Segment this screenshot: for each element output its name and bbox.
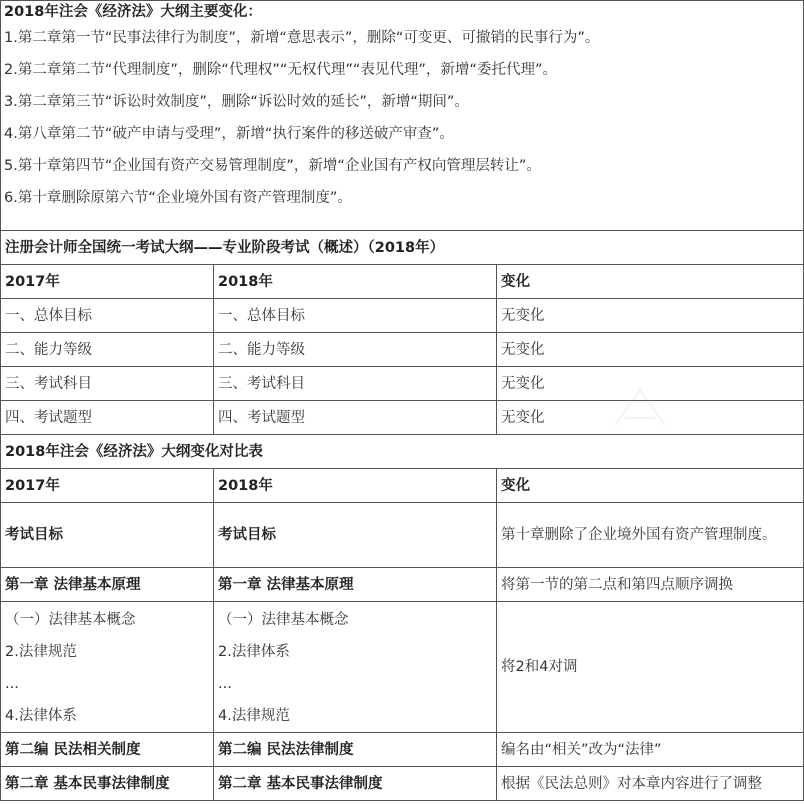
cell-2018: 第二编 民法法律制度: [214, 733, 497, 767]
cell-2017: 第二编 民法相关制度: [1, 733, 214, 767]
cell-change: 无变化: [497, 333, 804, 367]
cell-2017: 三、考试科目: [1, 367, 214, 401]
intro-line-4: 4.第八章第二节“破产申请与受理”，新增“执行案件的移送破产审查”。: [4, 126, 454, 142]
section2-header-2017: 2017年: [1, 469, 214, 503]
cell-2017: 考试目标: [1, 503, 214, 568]
section1-title: 注册会计师全国统一考试大纲——专业阶段考试（概述）（2018年）: [1, 231, 804, 265]
table-row-exam-goal: [1, 503, 804, 568]
cell-2018: 考试目标: [214, 503, 497, 568]
cell-2017: 二、能力等级: [1, 333, 214, 367]
cell-2018: 二、能力等级: [214, 333, 497, 367]
cell-2017: [1, 602, 214, 733]
cell-2018: [214, 602, 497, 733]
intro-title: 2018年注会《经济法》大纲主要变化：: [4, 4, 262, 20]
section1-header-row: [1, 265, 804, 299]
list-item: 2.法律规范: [5, 644, 77, 660]
intro-line-3: 3.第二章第三节“诉讼时效制度”，删除“诉讼时效的延长”，新增“期间”。: [4, 94, 469, 110]
cell-change: 将2和4对调: [497, 602, 804, 733]
table-row-chapter1: [1, 568, 804, 602]
cell-change: 将第一节的第二点和第四点顺序调换: [497, 568, 804, 602]
cell-2018: 第二章 基本民事法律制度: [214, 767, 497, 801]
table-row: [1, 367, 804, 401]
cell-2018: 三、考试科目: [214, 367, 497, 401]
cell-change: 第十章删除了企业境外国有资产管理制度。: [497, 503, 804, 568]
list-item: （一）法律基本概念: [218, 612, 349, 628]
cell-2017: 四、考试题型: [1, 401, 214, 435]
cell-2017: 第二章 基本民事法律制度: [1, 767, 214, 801]
list-item: ...: [218, 676, 232, 692]
intro-row: [1, 1, 804, 231]
table-row: [1, 333, 804, 367]
section2-title: 2018年注会《经济法》大纲变化对比表: [1, 435, 804, 469]
section1-header-2017: 2017年: [1, 265, 214, 299]
cell-change: 无变化: [497, 367, 804, 401]
table-row-chapter2: [1, 767, 804, 801]
cell-2017: 第一章 法律基本原理: [1, 568, 214, 602]
intro-cell: [1, 1, 804, 231]
list-item: ...: [5, 676, 19, 692]
list-item: 2.法律体系: [218, 644, 290, 660]
section2-header-2018: 2018年: [214, 469, 497, 503]
cell-2018: 四、考试题型: [214, 401, 497, 435]
section1-header-change: 变化: [497, 265, 804, 299]
section2-title-row: [1, 435, 804, 469]
intro-line-1: 1.第二章第一节“民事法律行为制度”，新增“意思表示”，删除“可变更、可撤销的民事行为”。: [4, 30, 600, 46]
section1-title-row: [1, 231, 804, 265]
intro-line-5: 5.第十章第四节“企业国有资产交易管理制度”，新增“企业国有产权向管理层转让”。: [4, 158, 541, 174]
section1-header-2018: 2018年: [214, 265, 497, 299]
cell-change: 编名由“相关”改为“法律”: [497, 733, 804, 767]
list-item: 4.法律体系: [5, 708, 77, 724]
table-row: [1, 401, 804, 435]
table-row-concepts: [1, 602, 804, 733]
intro-line-2: 2.第二章第二节“代理制度”，删除“代理权”“无权代理”“表见代理”，新增“委托代理”。: [4, 62, 557, 78]
cell-2017: 一、总体目标: [1, 299, 214, 333]
list-item: （一）法律基本概念: [5, 612, 136, 628]
cell-2018: 一、总体目标: [214, 299, 497, 333]
section2-header-change: 变化: [497, 469, 804, 503]
cell-change: 根据《民法总则》对本章内容进行了调整: [497, 767, 804, 801]
table-row-part2: [1, 733, 804, 767]
list-item: 4.法律规范: [218, 708, 290, 724]
cell-change: 无变化: [497, 401, 804, 435]
cell-2018: 第一章 法律基本原理: [214, 568, 497, 602]
intro-line-6: 6.第十章删除原第六节“企业境外国有资产管理制度”。: [4, 190, 352, 206]
cell-change: 无变化: [497, 299, 804, 333]
section2-header-row: [1, 469, 804, 503]
table-row: [1, 299, 804, 333]
